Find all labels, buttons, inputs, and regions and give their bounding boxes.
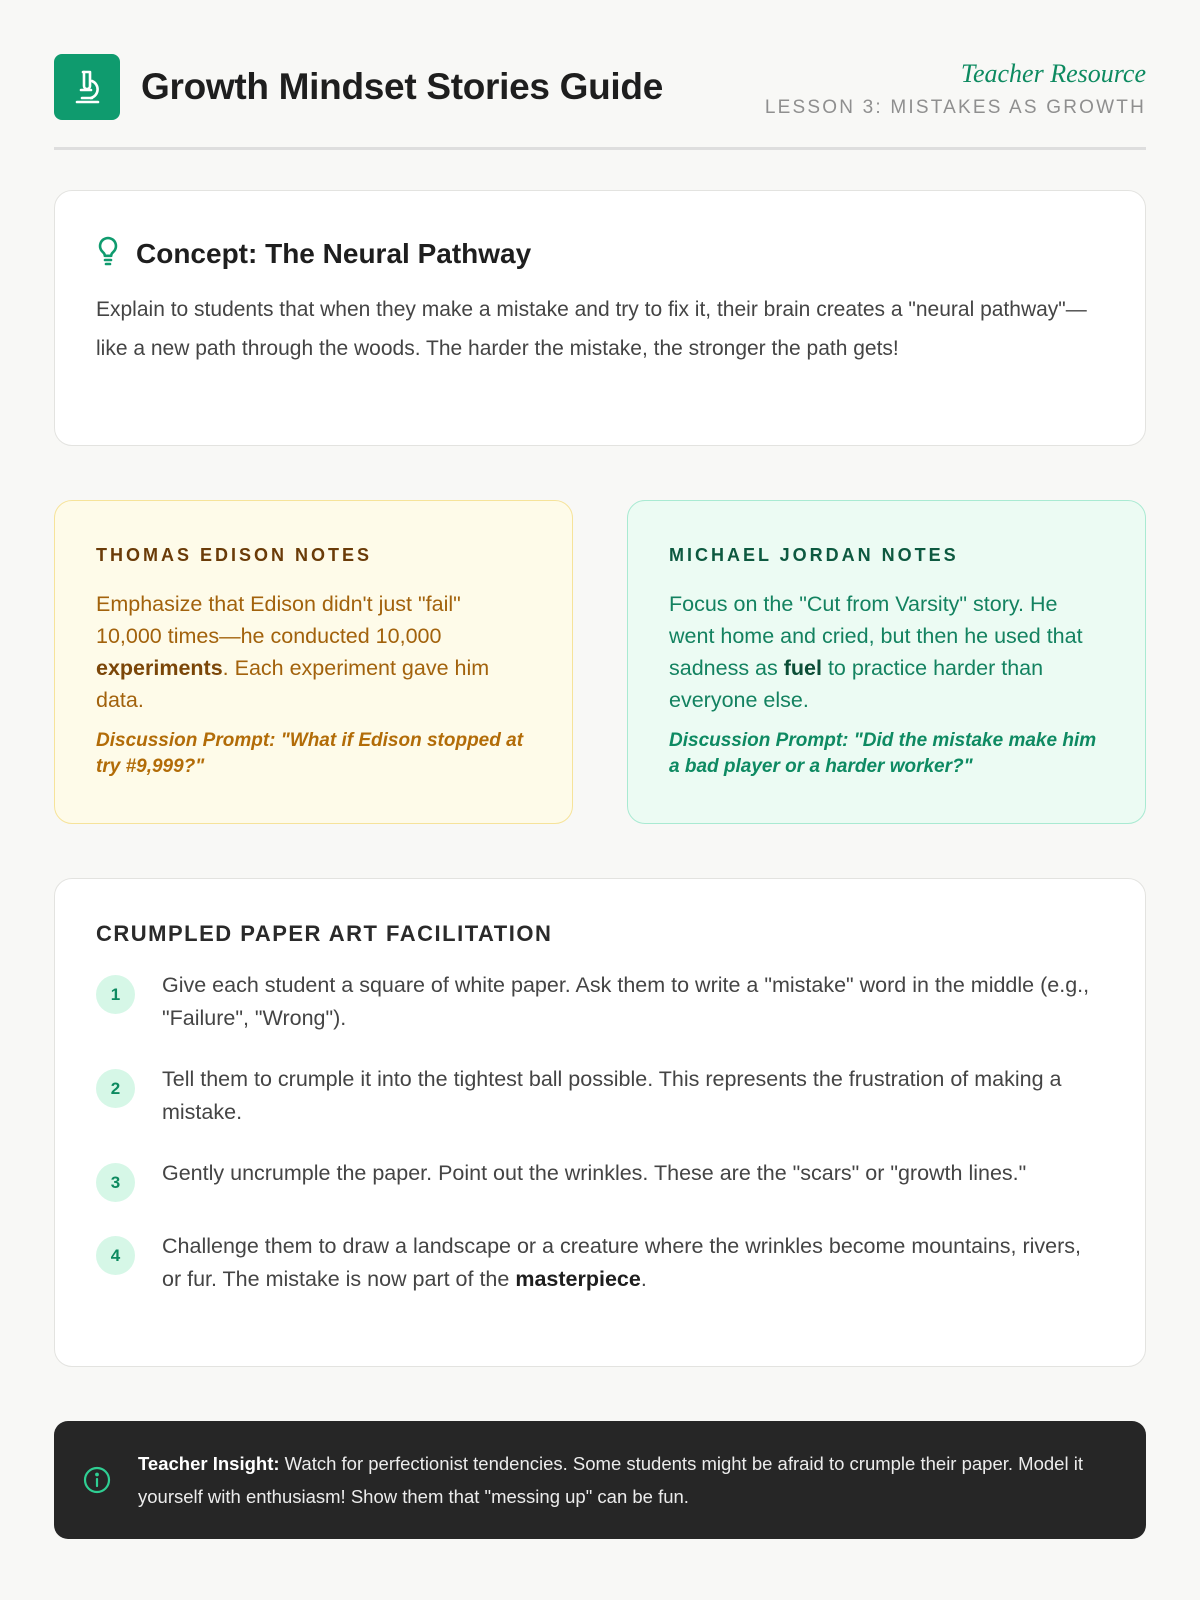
concept-text: Explain to students that when they make a mistake and try to fix it, their brain creates a "neural pathway"—like a new path through the woods. The harder the mistake, the stronger the path gets! (96, 298, 1087, 360)
jordan-text-part: Focus on the "Cut from Varsity" story. He went home and cried, but then he used that sadness as (669, 592, 1083, 680)
jordan-notes-card (627, 500, 1146, 824)
step-text: Give each student a square of white paper. Ask them to write a "mistake" word in the middle (e.g., "Failure", "Wrong"). (162, 973, 1090, 1030)
brand (54, 54, 663, 120)
step-text-emphasis: masterpiece (515, 1267, 641, 1291)
microscope-icon (54, 54, 120, 120)
step-text-part: Challenge them to draw a landscape or a creature where the wrinkles become mountains, rivers, or fur. The mistake is now part of the (162, 1234, 1081, 1291)
teacher-insight-banner (54, 1421, 1146, 1539)
header-meta (765, 55, 1146, 119)
jordan-text-part: to practice harder than everyone else. (669, 656, 1044, 712)
edison-text-part: Emphasize that Edison didn't just "fail" 10,000 times—he conducted 10,000 (96, 592, 461, 648)
header-divider (54, 147, 1146, 150)
step-number-badge: 2 (96, 1069, 135, 1108)
lesson-label: LESSON 3: MISTAKES AS GROWTH (764, 97, 1146, 118)
resource-label: Teacher Resource (960, 59, 1146, 88)
jordan-notes-label: MICHAEL JORDAN NOTES (669, 545, 959, 565)
teacher-insight-text (138, 1447, 1106, 1513)
teacher-insight-body: Watch for perfectionist tendencies. Some students might be afraid to crumple their paper. Model it yourself with enthusiasm! Show them that "messing up" can be fun. (138, 1453, 1083, 1507)
step-item (96, 1230, 1105, 1296)
edison-notes-card (54, 500, 573, 824)
edison-text-part: . Each experiment gave him data. (96, 656, 490, 712)
page-header (54, 54, 1146, 120)
concept-card (54, 190, 1146, 446)
step-number-badge: 4 (96, 1236, 135, 1275)
facilitation-card (54, 878, 1146, 1367)
edison-discussion-prompt: Discussion Prompt: "What if Edison stopped at try #9,999?" (96, 730, 524, 777)
step-text: Gently uncrumple the paper. Point out the wrinkles. These are the "scars" or "growth lines." (162, 1161, 1027, 1185)
concept-header (96, 235, 1105, 272)
jordan-notes-text (669, 588, 1105, 716)
jordan-discussion-prompt: Discussion Prompt: "Did the mistake make him a bad player or a harder worker?" (669, 730, 1097, 777)
step-number-badge: 1 (96, 975, 135, 1014)
page-title: Growth Mindset Stories Guide (141, 66, 663, 107)
step-item (96, 1063, 1105, 1129)
step-text-part: . (640, 1267, 647, 1291)
edison-notes-label: THOMAS EDISON NOTES (96, 545, 373, 565)
facilitation-title: CRUMPLED PAPER ART FACILITATION (96, 921, 553, 946)
step-text (162, 1230, 1105, 1296)
jordan-text-emphasis: fuel (783, 656, 822, 680)
concept-title: Concept: The Neural Pathway (136, 237, 532, 269)
notes-row (54, 500, 1146, 824)
step-item (96, 969, 1105, 1035)
info-icon (82, 1465, 112, 1495)
step-text: Tell them to crumple it into the tightest ball possible. This represents the frustration of making a mistake. (162, 1067, 1062, 1124)
edison-text-emphasis: experiments (96, 656, 223, 680)
edison-notes-text (96, 588, 532, 716)
lightbulb-icon (96, 235, 120, 272)
step-item (96, 1157, 1105, 1202)
teacher-insight-label: Teacher Insight: (138, 1453, 280, 1474)
step-number-badge: 3 (96, 1163, 135, 1202)
facilitation-steps (96, 969, 1105, 1296)
